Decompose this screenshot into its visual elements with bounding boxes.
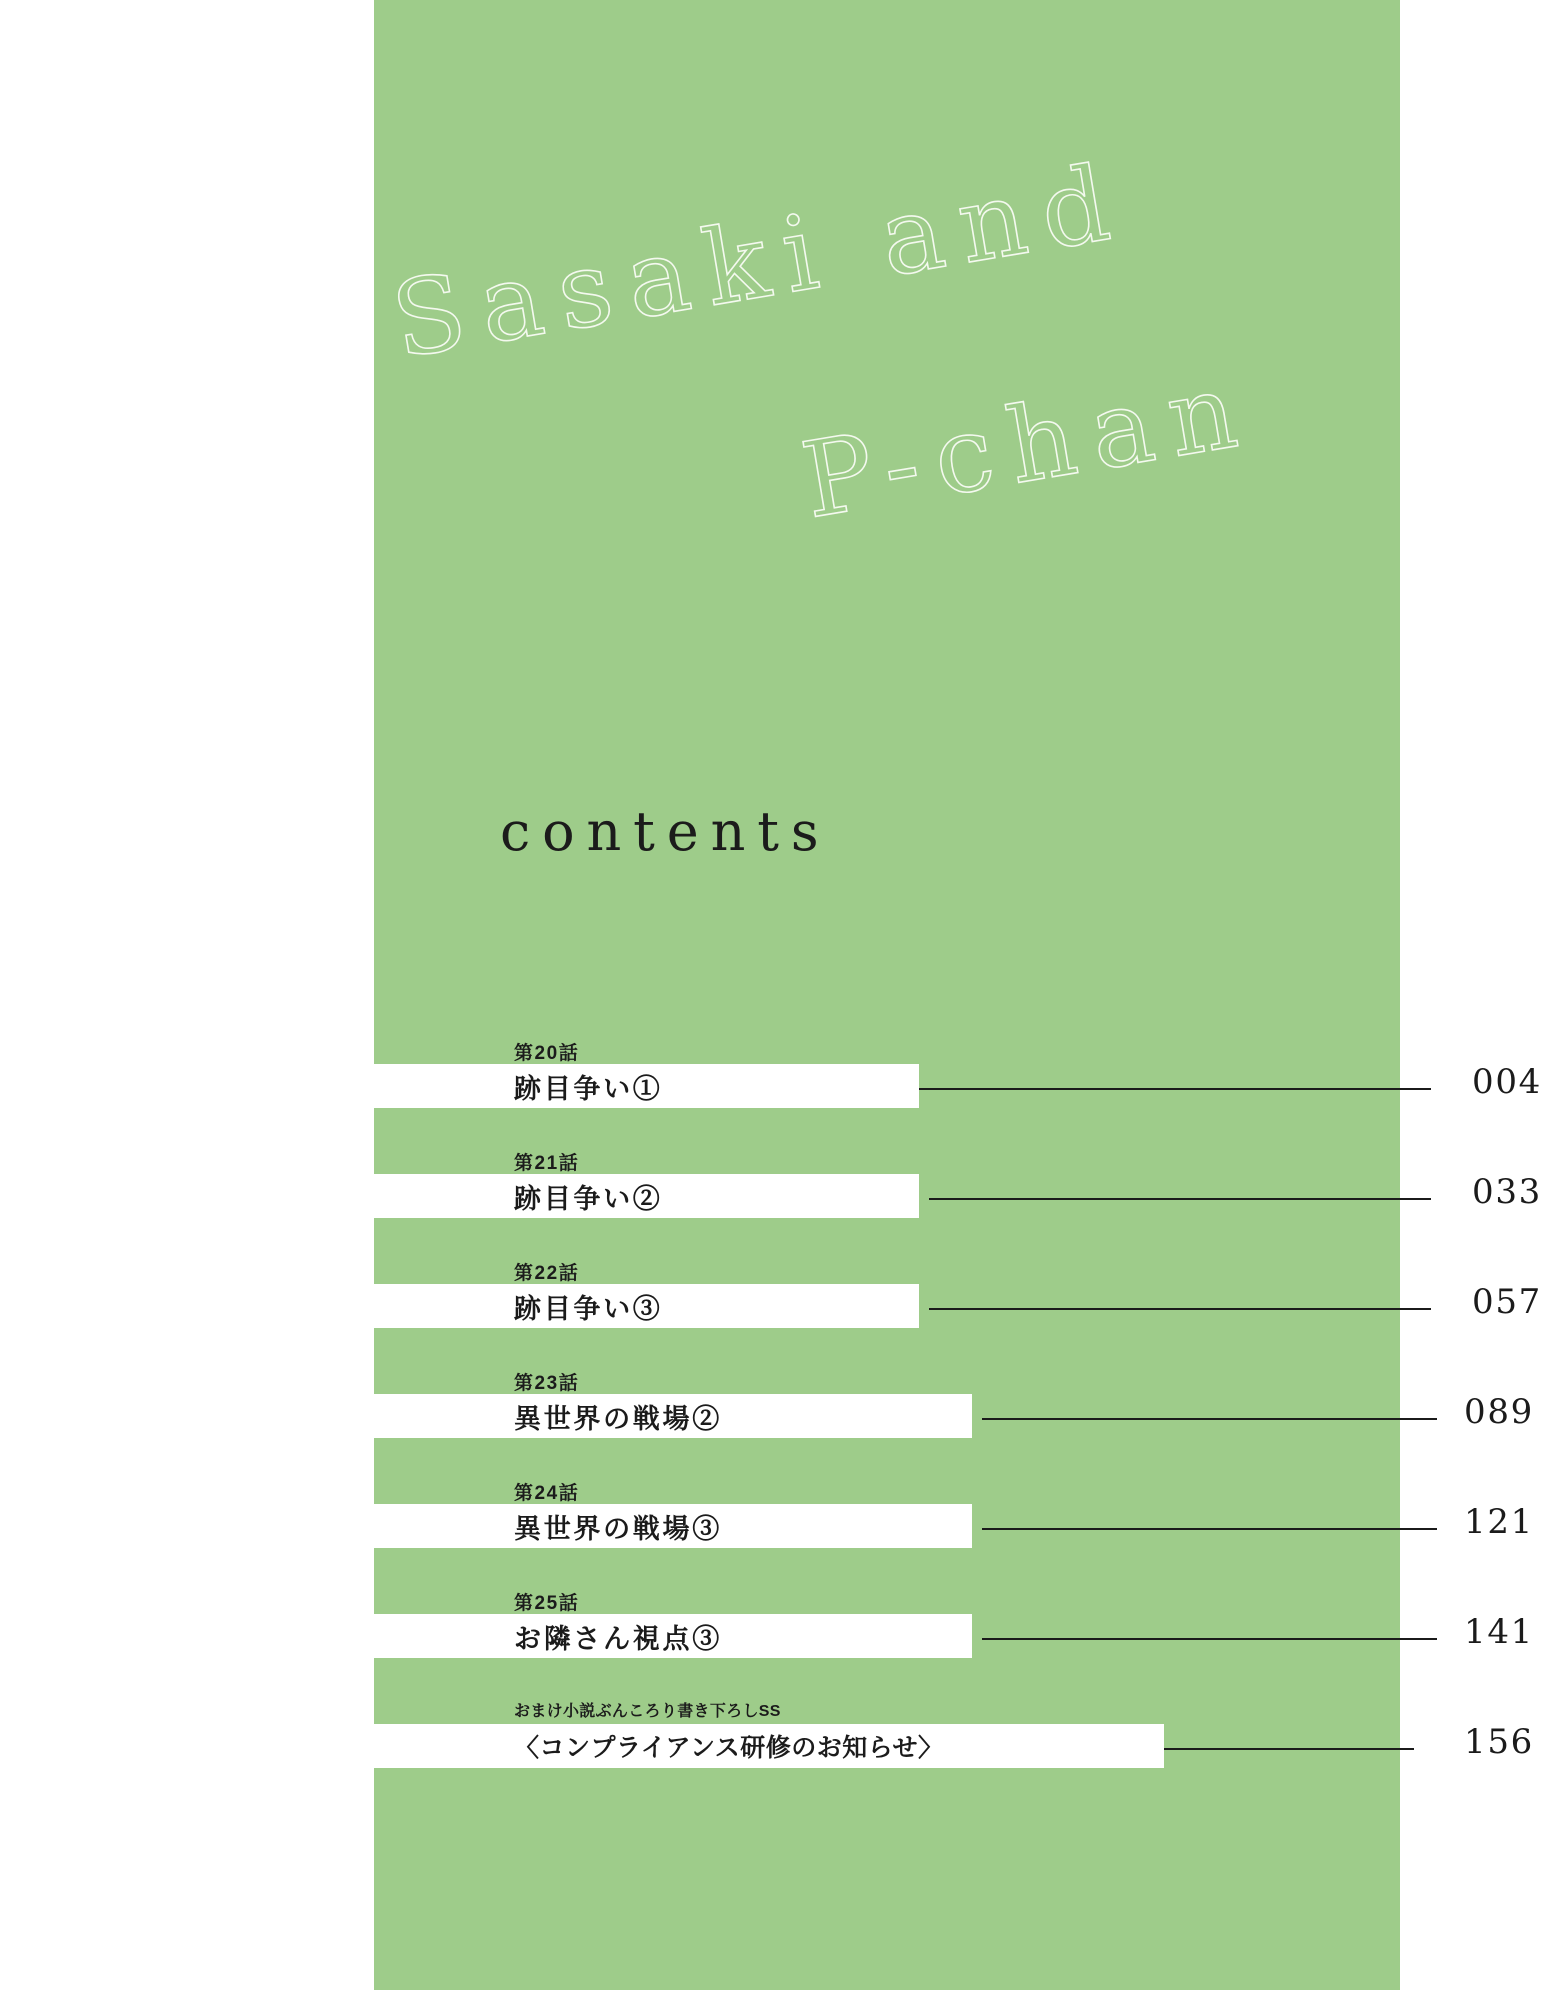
toc-page-number: 156 [1464, 1722, 1534, 1762]
table-of-contents [374, 1030, 1542, 1800]
toc-page-number: 033 [1472, 1172, 1542, 1212]
toc-leader-line [929, 1308, 1431, 1310]
toc-entry[interactable] [374, 1030, 1542, 1140]
toc-title: 〈コンプライアンス研修のお知らせ〉 [514, 1734, 944, 1762]
toc-title: 異世界の戦場③ [514, 1513, 722, 1544]
toc-entry[interactable] [374, 1580, 1534, 1690]
toc-page-number: 141 [1464, 1612, 1534, 1652]
toc-title: 跡目争い③ [514, 1293, 663, 1324]
toc-title-bar [374, 1724, 1164, 1768]
toc-chapter-label: 第25話 [514, 1593, 580, 1614]
toc-page-number: 004 [1472, 1062, 1542, 1102]
toc-chapter-label: 第21話 [514, 1153, 580, 1174]
white-left-margin [0, 0, 374, 1990]
toc-title: お隣さん視点③ [514, 1623, 722, 1654]
toc-entry[interactable] [374, 1360, 1534, 1470]
toc-leader-line [982, 1528, 1437, 1530]
contents-heading: contents [500, 800, 831, 863]
toc-chapter-label: 第22話 [514, 1263, 580, 1284]
toc-title: 異世界の戦場② [514, 1403, 722, 1434]
toc-chapter-label: おまけ小説ぶんころり書き下ろしSS [514, 1703, 781, 1720]
toc-chapter-label: 第24話 [514, 1483, 580, 1504]
toc-page-number: 057 [1472, 1282, 1542, 1322]
toc-entry[interactable] [374, 1470, 1534, 1580]
toc-leader-line [1164, 1748, 1414, 1750]
toc-chapter-label: 第23話 [514, 1373, 580, 1394]
toc-entry[interactable] [374, 1690, 1534, 1800]
toc-title-bar [374, 1284, 919, 1328]
toc-page-number: 089 [1464, 1392, 1534, 1432]
toc-title: 跡目争い① [514, 1073, 663, 1104]
toc-entry[interactable] [374, 1250, 1542, 1360]
toc-title-bar [374, 1614, 972, 1658]
toc-title-bar [374, 1394, 972, 1438]
toc-title-bar [374, 1174, 919, 1218]
toc-title: 跡目争い② [514, 1183, 663, 1214]
toc-title-bar [374, 1064, 919, 1108]
toc-leader-line [982, 1418, 1437, 1420]
toc-leader-line [919, 1088, 1431, 1090]
toc-chapter-label: 第20話 [514, 1043, 580, 1064]
toc-leader-line [982, 1638, 1437, 1640]
toc-entry[interactable] [374, 1140, 1542, 1250]
toc-page-number: 121 [1464, 1502, 1534, 1542]
toc-leader-line [929, 1198, 1431, 1200]
toc-title-bar [374, 1504, 972, 1548]
